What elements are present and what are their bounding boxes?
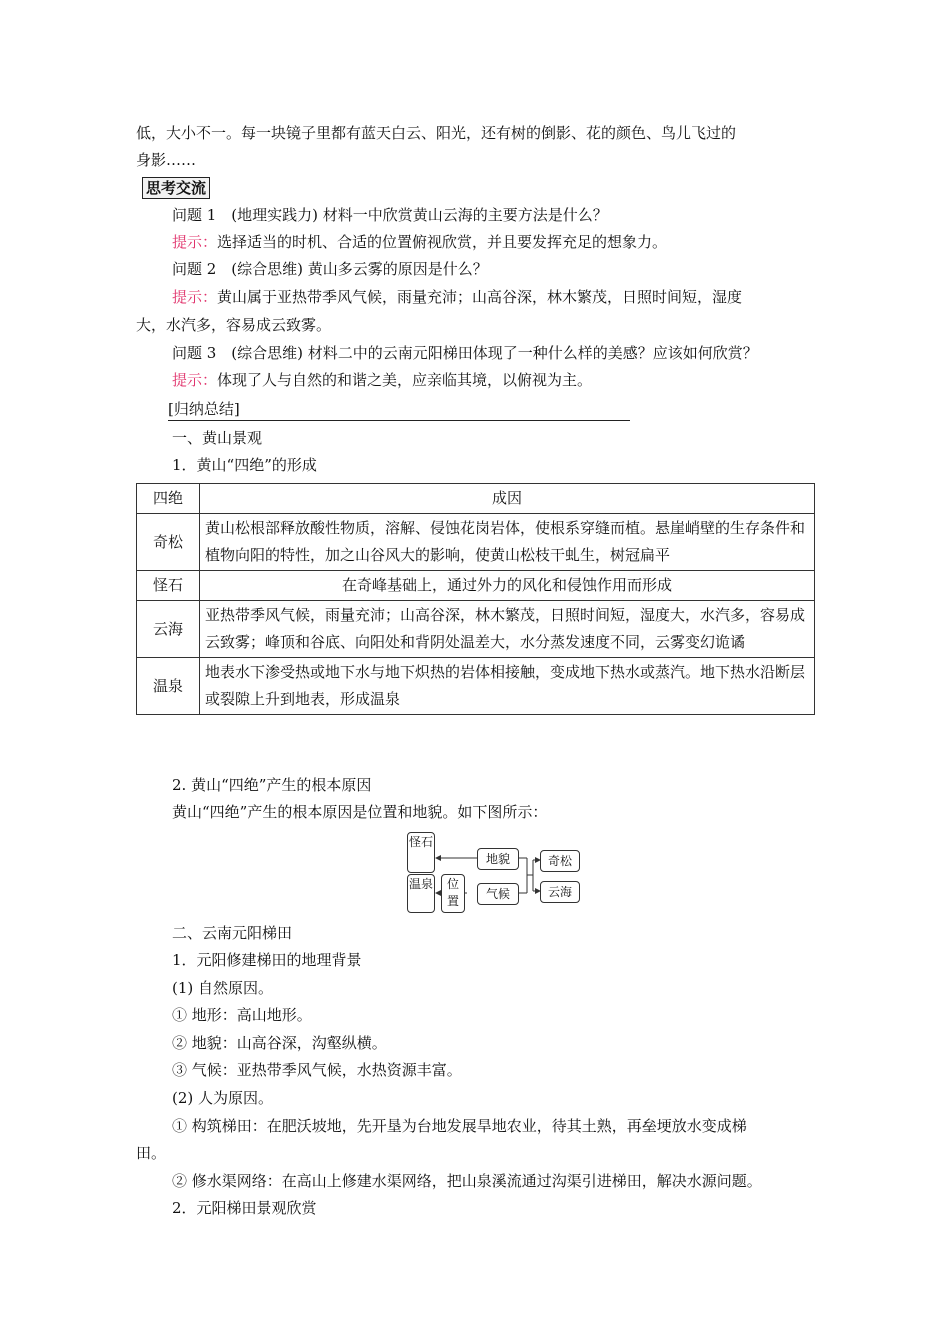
list-item: ① 地形：高山地形。 [172,1006,312,1024]
list-item: ② 地貌：山高谷深，沟壑纵横。 [172,1034,387,1052]
table-header: 成因 [200,484,815,514]
list-item: ② 修水渠网络：在高山上修建水渠网络，把山泉溪流通过沟渠引进梯田，解决水源问题。 [172,1172,762,1190]
section-tag: 思考交流 [142,177,210,199]
table-header-row [137,484,815,514]
list-item: (2) 人为原因。 [172,1089,274,1107]
diagram-node-qisong: 奇松 [540,850,580,872]
question-3: 问题 3 (综合思维) 材料二中的云南元阳梯田体现了一种什么样的美感？应该如何欣赏？ [172,344,758,362]
section-tag-wrap [142,175,822,202]
summary-heading: [归纳总结] [168,398,630,421]
answer-text: 黄山属于亚热带季风气候，雨量充沛；山高谷深，林木繁茂，日照时间短，湿度 [217,288,743,306]
table-cell: 亚热带季风气候，雨量充沛；山高谷深，林木繁茂，日照时间短，湿度大，水汽多，容易成云致雾；峰顶和谷底、向阳处和背阴处温差大，水分蒸发速度不同，云雾变幻诡谲 [200,601,815,658]
table-cell: 地表水下渗受热或地下水与地下炽热的岩体相接触，变成地下热水或蒸汽。地下热水沿断层或裂隙上升到地表，形成温泉 [200,658,815,715]
four-wonders-table [136,483,815,715]
question-1: 问题 1 (地理实践力) 材料一中欣赏黄山云海的主要方法是什么？ [172,206,608,224]
table-row [137,514,815,571]
heading-2: 二、云南元阳梯田 [172,924,293,942]
diagram-node-yunhai: 云海 [540,881,580,903]
heading-1: 一、黄山景观 [172,429,263,447]
table-cell: 云海 [137,601,200,658]
diagram-node-guaishi: 怪石 [407,832,435,873]
answer-text: 选择适当的时机、合适的位置俯视欣赏，并且要发挥充足的想象力。 [217,233,668,251]
table-row [137,601,815,658]
cause-diagram [405,830,585,912]
table-cell: 在奇峰基础上，通过外力的风化和侵蚀作用而形成 [200,571,815,601]
answer-text: 体现了人与自然的和谐之美，应亲临其境，以俯视为主。 [217,371,593,389]
para-line: 黄山“四绝”产生的根本原因是位置和地貌。如下图所示： [172,803,548,821]
list-item: ③ 气候：亚热带季风气候，水热资源丰富。 [172,1061,462,1079]
hint-label: 提示： [172,371,218,389]
heading-1-1: 1．黄山“四绝”的形成 [172,456,317,474]
table-cell: 奇松 [137,514,200,571]
hint-label: 提示： [172,233,218,251]
list-item-cont: 田。 [136,1144,167,1162]
answer-1 [172,229,852,256]
para-line: 低，大小不一。每一块镜子里都有蓝天白云、阳光，还有树的倒影、花的颜色、鸟儿飞过的 [136,124,737,142]
answer-3 [172,367,852,394]
question-2: 问题 2 (综合思维) 黄山多云雾的原因是什么？ [172,260,488,278]
diagram-node-wenquan: 温泉 [407,874,435,913]
list-item: ① 构筑梯田：在肥沃坡地，先开垦为台地发展旱地农业，待其土熟，再垒埂放水变成梯 [172,1117,747,1135]
para-line: 身影…… [136,151,197,169]
table-row [137,658,815,715]
heading-2-1: 1．元阳修建梯田的地理背景 [172,951,362,969]
table-cell: 怪石 [137,571,200,601]
answer-2 [172,284,852,311]
diagram-node-qihou: 气候 [477,883,519,905]
diagram-node-dimao: 地貌 [477,848,519,870]
answer-2-cont: 大，水汽多，容易成云致雾。 [136,316,332,334]
list-item: (1) 自然原因。 [172,979,274,997]
heading-1-2: 2. 黄山“四绝”产生的根本原因 [172,776,372,794]
table-cell: 黄山松根部释放酸性物质，溶解、侵蚀花岗岩体，使根系穿缝而植。悬崖峭壁的生存条件和植物向阳的特性，加之山谷风大的影响，使黄山松枝干虬生，树冠扁平 [200,514,815,571]
table-row [137,571,815,601]
diagram-node-weizhi: 位置 [441,874,465,913]
hint-label: 提示： [172,288,218,306]
table-cell: 温泉 [137,658,200,715]
table-header: 四绝 [137,484,200,514]
heading-2-2: 2．元阳梯田景观欣赏 [172,1199,317,1217]
